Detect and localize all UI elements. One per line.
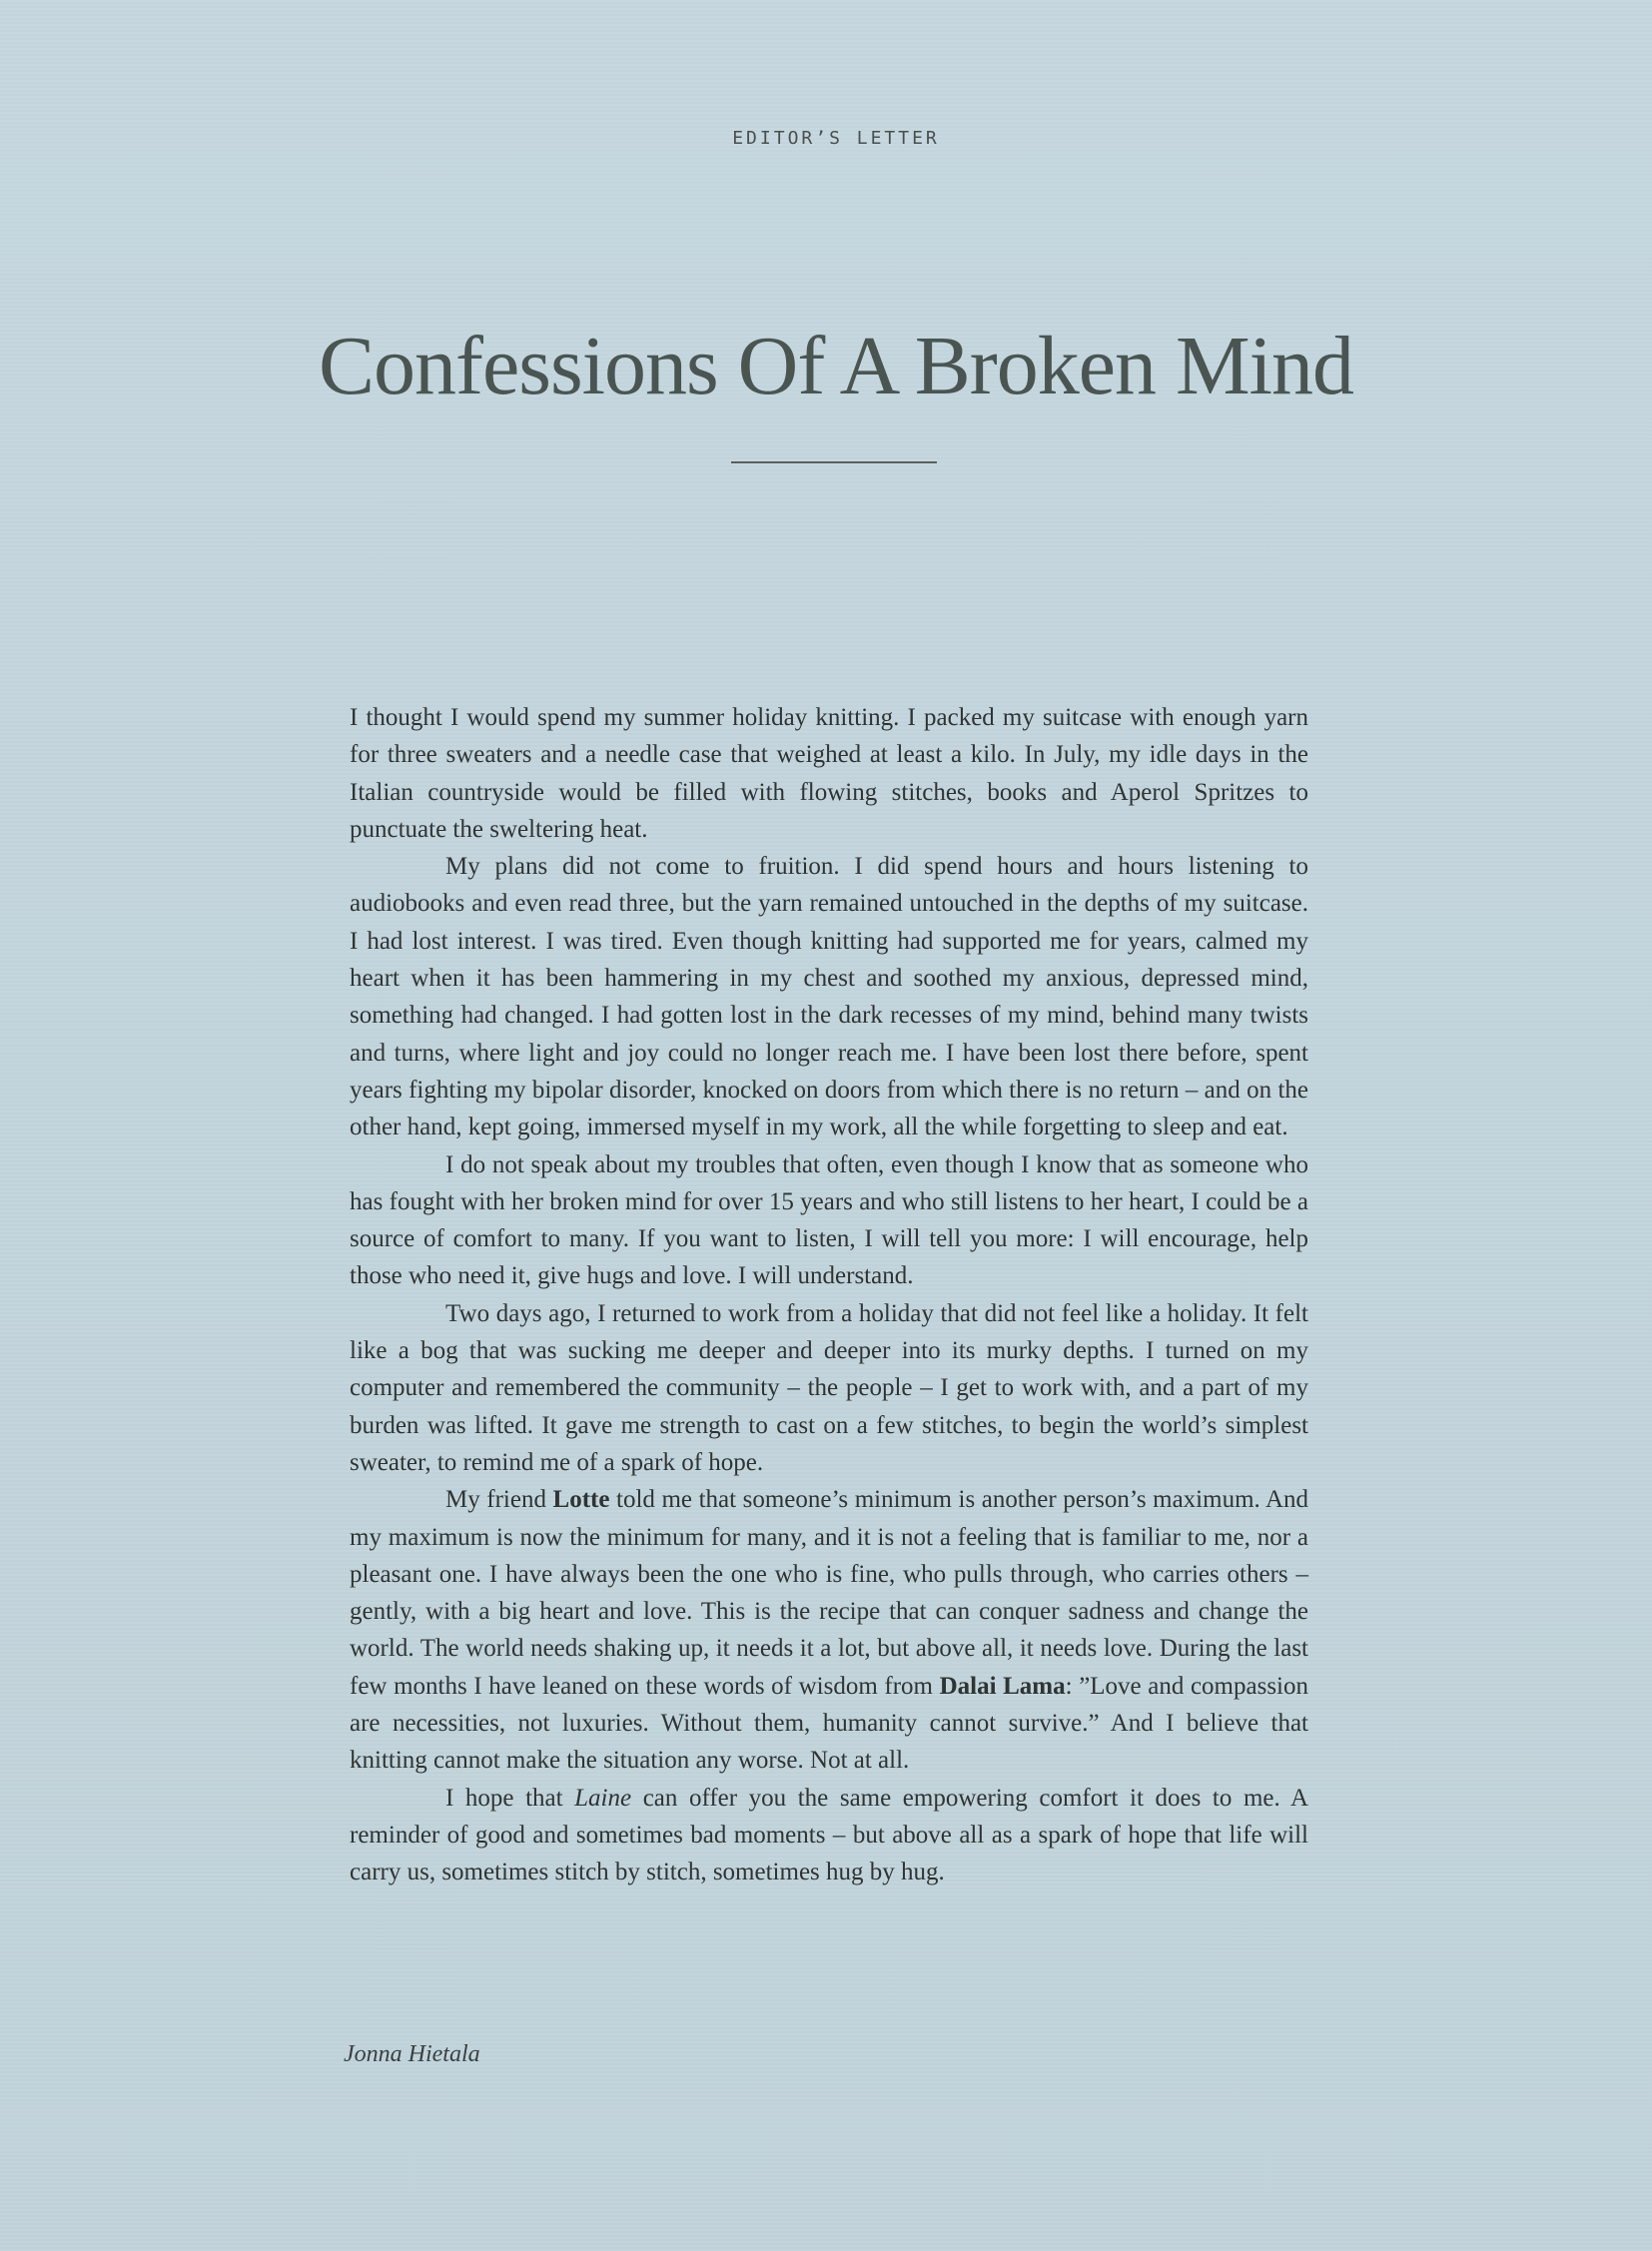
section-kicker: EDITOR’S LETTER [732,128,940,149]
article-title: Confessions Of A Broken Mind [318,320,1354,412]
name-dalai-lama: Dalai Lama [939,1672,1066,1700]
title-divider [731,461,937,463]
paragraph-5 [350,1481,1308,1779]
paragraph-3: I do not speak about my troubles that often, even though I know that as someone who has fought with her broken mind for over 15 years and who still listens to her heart, I could be a source of comfort to many. If you want to listen, I will tell you more: I will encourage, help those who need it, give hugs and love. I will understand. [350,1150,1308,1290]
name-lotte: Lotte [552,1486,610,1514]
paragraph-5-text-e: : ”Love and compassion are necessities, not luxuries. Without them, humanity cannot survive.” And I believe that knitting cannot make the situation any worse. Not at all. [350,1672,1309,1775]
paragraph-6-text-c: can offer you the same empowering comfort it does to me. A reminder of good and sometimes bad moments – but above all as a spark of hope that life will carry us, sometimes stitch by stitch, sometimes hug by hug. [350,1784,1308,1886]
article-body [350,699,1308,1891]
paragraph-5-text-a: My friend [445,1486,553,1514]
paragraph-2: My plans did not come to fruition. I did spend hours and hours listening to audiobooks and even read three, but the yarn remained untouched in the depths of my suitcase. I had lost interest. I was tired. Even though knitting had supported me for years, calmed my heart when it has been hammering in my chest and soothed my anxious, depressed mind, something had changed. I had gotten lost in the dark recesses of my mind, behind many twists and turns, where light and joy could no longer reach me. I have been lost there before, spent years fighting my bipolar disorder, knocked on doors from which there is no return – and on the other hand, kept going, immersed myself in my work, all the while forgetting to sleep and eat. [350,853,1308,1141]
magazine-name-laine: Laine [574,1784,632,1812]
paragraph-4: Two days ago, I returned to work from a holiday that did not feel like a holiday. It felt like a bog that was sucking me deeper and deeper into its murky depths. I turned on my computer and remembered the community – the people – I get to work with, and a part of my burden was lifted. It gave me strength to cast on a few stitches, to begin the world’s simplest sweater, to remind me of a spark of hope. [350,1299,1308,1476]
paragraph-6-text-a: I hope that [445,1784,575,1812]
paragraph-6 [350,1780,1308,1891]
author-signature: Jonna Hietala [344,2041,480,2067]
paragraph-5-text-c: told me that someone’s minimum is another person’s maximum. And my maximum is now the minimum for many, and it is not a feeling that is familiar to me, nor a pleasant one. I have always been the one who is fine, who pulls through, who carries others – gently, with a big heart and love. This is the recipe that can conquer sadness and change the world. The world needs shaking up, it needs it a lot, but above all, it needs love. During the last few months I have leaned on these words of wisdom from [350,1486,1309,1700]
paragraph-1: I thought I would spend my summer holiday knitting. I packed my suitcase with enough yarn for three sweaters and a needle case that weighed at least a kilo. In July, my idle days in the Italian countryside would be filled with flowing stitches, books and Aperol Spritzes to punctuate the sweltering heat. [350,704,1308,843]
